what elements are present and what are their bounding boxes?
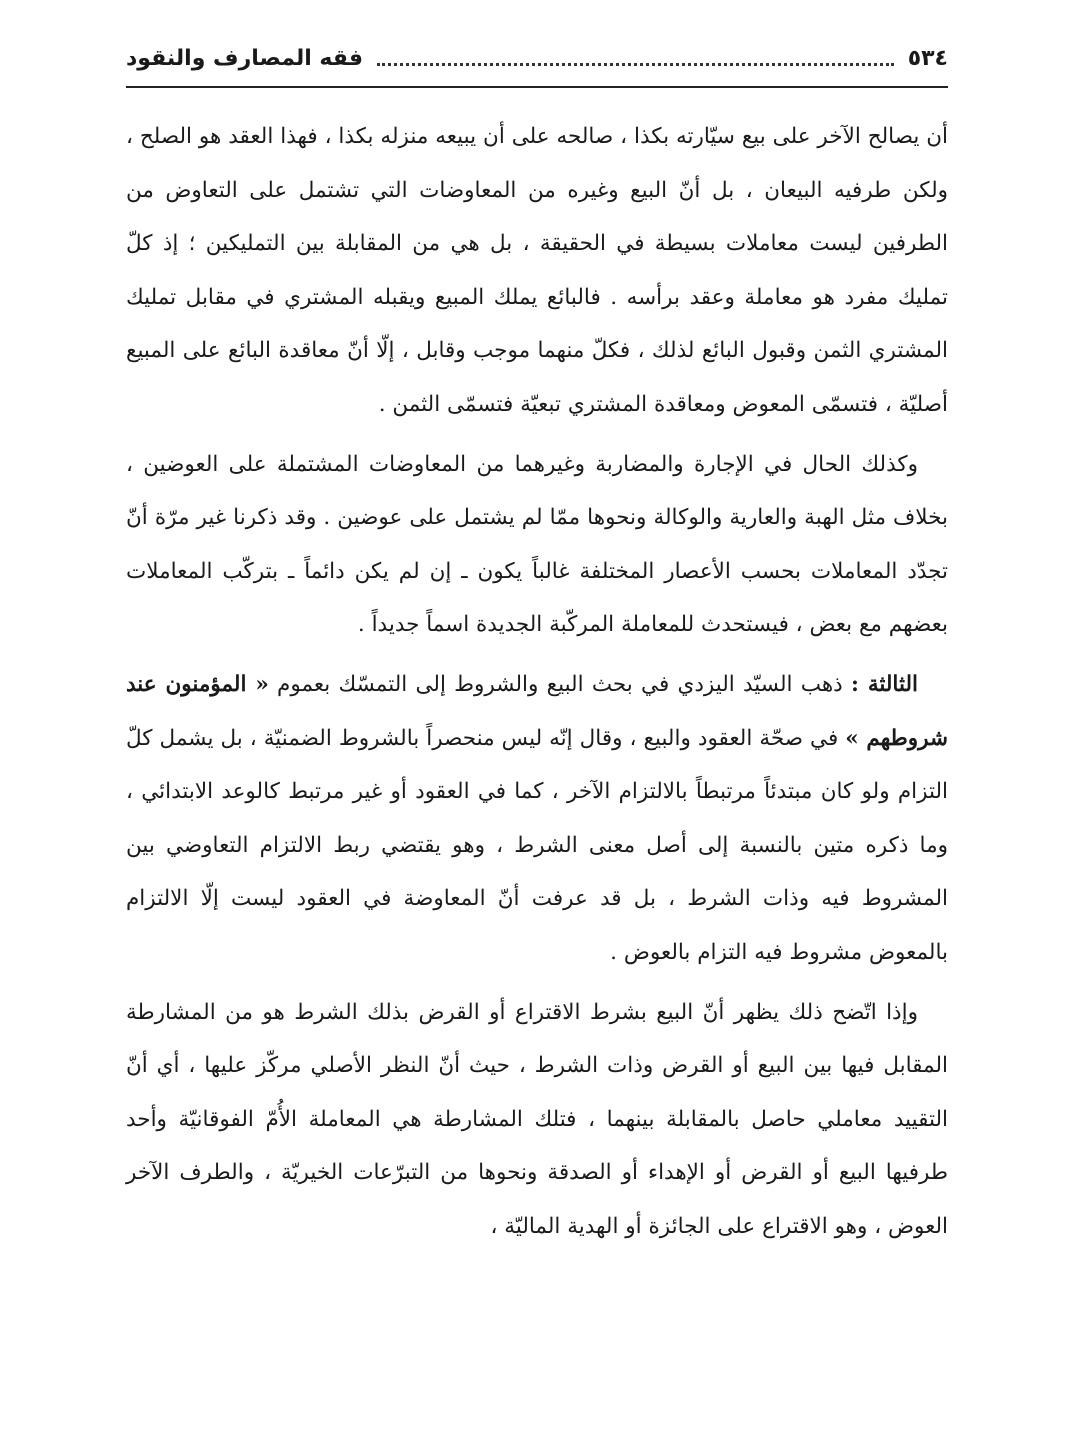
header-rule (126, 86, 948, 88)
paragraph-1: أن يصالح الآخر على بيع سيّارته بكذا ، صالحه على أن يبيعه منزله بكذا ، فهذا العقد هو الصلح ، ولكن طرفيه البيعان ، بل أنّ البيع وغيره من المعاوضات التي تشتمل على التعاوض من الطرفين ليست معاملات بسيطة في الحقيقة ، بل هي من المقابلة بين التمليكين ؛ إذ كلّ تمليك مفرد هو معاملة وعقد برأسه . فالبائع يملك المبيع ويقبله المشتري في مقابل تمليك المشتري الثمن وقبول البائع لذلك ، فكلّ منهما موجب وقابل ، إلّا أنّ معاقدة البائع على المبيع أصليّة ، فتسمّى المعوض ومعاقدة المشتري تبعيّة فتسمّى الثمن . (126, 124, 948, 417)
running-title: فقه المصارف والنقود (126, 45, 363, 71)
paragraph-3-text-a: ذهب السيّد اليزدي في بحث البيع والشروط إلى التمسّك بعموم (268, 671, 852, 697)
paragraph-4: وإذا اتّضح ذلك يظهر أنّ البيع بشرط الاقتراع أو القرض بذلك الشرط هو من المشارطة المقابل فيها بين البيع أو القرض وذات الشرط ، حيث أنّ النظر الأصلي مركّز عليها ، أي أنّ التقييد معاملي حاصل بالمقابلة بينهما ، فتلك المشارطة هي المعاملة الأُمّ الفوقانيّة وأحد طرفيها البيع أو القرض أو الإهداء أو الصدقة ونحوها من التبرّعات الخيريّة ، والطرف الآخر العوض ، وهو الاقتراع على الجائزة أو الهدية الماليّة ، (126, 999, 948, 1239)
paragraph-3-text-b: في صحّة العقود والبيع ، وقال إنّه ليس منحصراً بالشروط الضمنيّة ، بل يشمل كلّ التزام ولو كان مبتدئاً مرتبطاً بالالتزام الآخر ، كما في العقود أو غير مرتبط كالوعد الابتدائي ، وما ذكره متين بالنسبة إلى أصل معنى الشرط ، وهو يقتضي ربط الالتزام التعاوضي بين المشروط فيه وذات الشرط ، بل قد عرفت أنّ المعاوضة في العقود ليست إلّا الالتزام بالمعوض مشروط فيه التزام بالعوض . (126, 725, 948, 965)
running-header (126, 38, 948, 78)
page-number: ٥٣٤ (907, 45, 948, 71)
body-text (126, 110, 948, 1259)
paragraph-2: وكذلك الحال في الإجارة والمضاربة وغيرهما من المعاوضات المشتملة على العوضين ، بخلاف مثل الهبة والعارية والوكالة ونحوها ممّا لم يشتمل على عوضين . وقد ذكرنا غير مرّة أنّ تجدّد المعاملات بحسب الأعصار المختلفة غالباً يكون ـ إن لم يكن دائماً ـ بتركّب المعاملات بعضهم مع بعض ، فيستحدث للمعاملة المركّبة الجديدة اسماً جديداً . (126, 451, 948, 638)
paragraph-3 (126, 658, 948, 980)
dotted-leader (377, 63, 894, 66)
paragraph-3-label: الثالثة : (851, 671, 918, 697)
hadith-quote: « المؤمنون عند شروطهم » (126, 671, 948, 751)
